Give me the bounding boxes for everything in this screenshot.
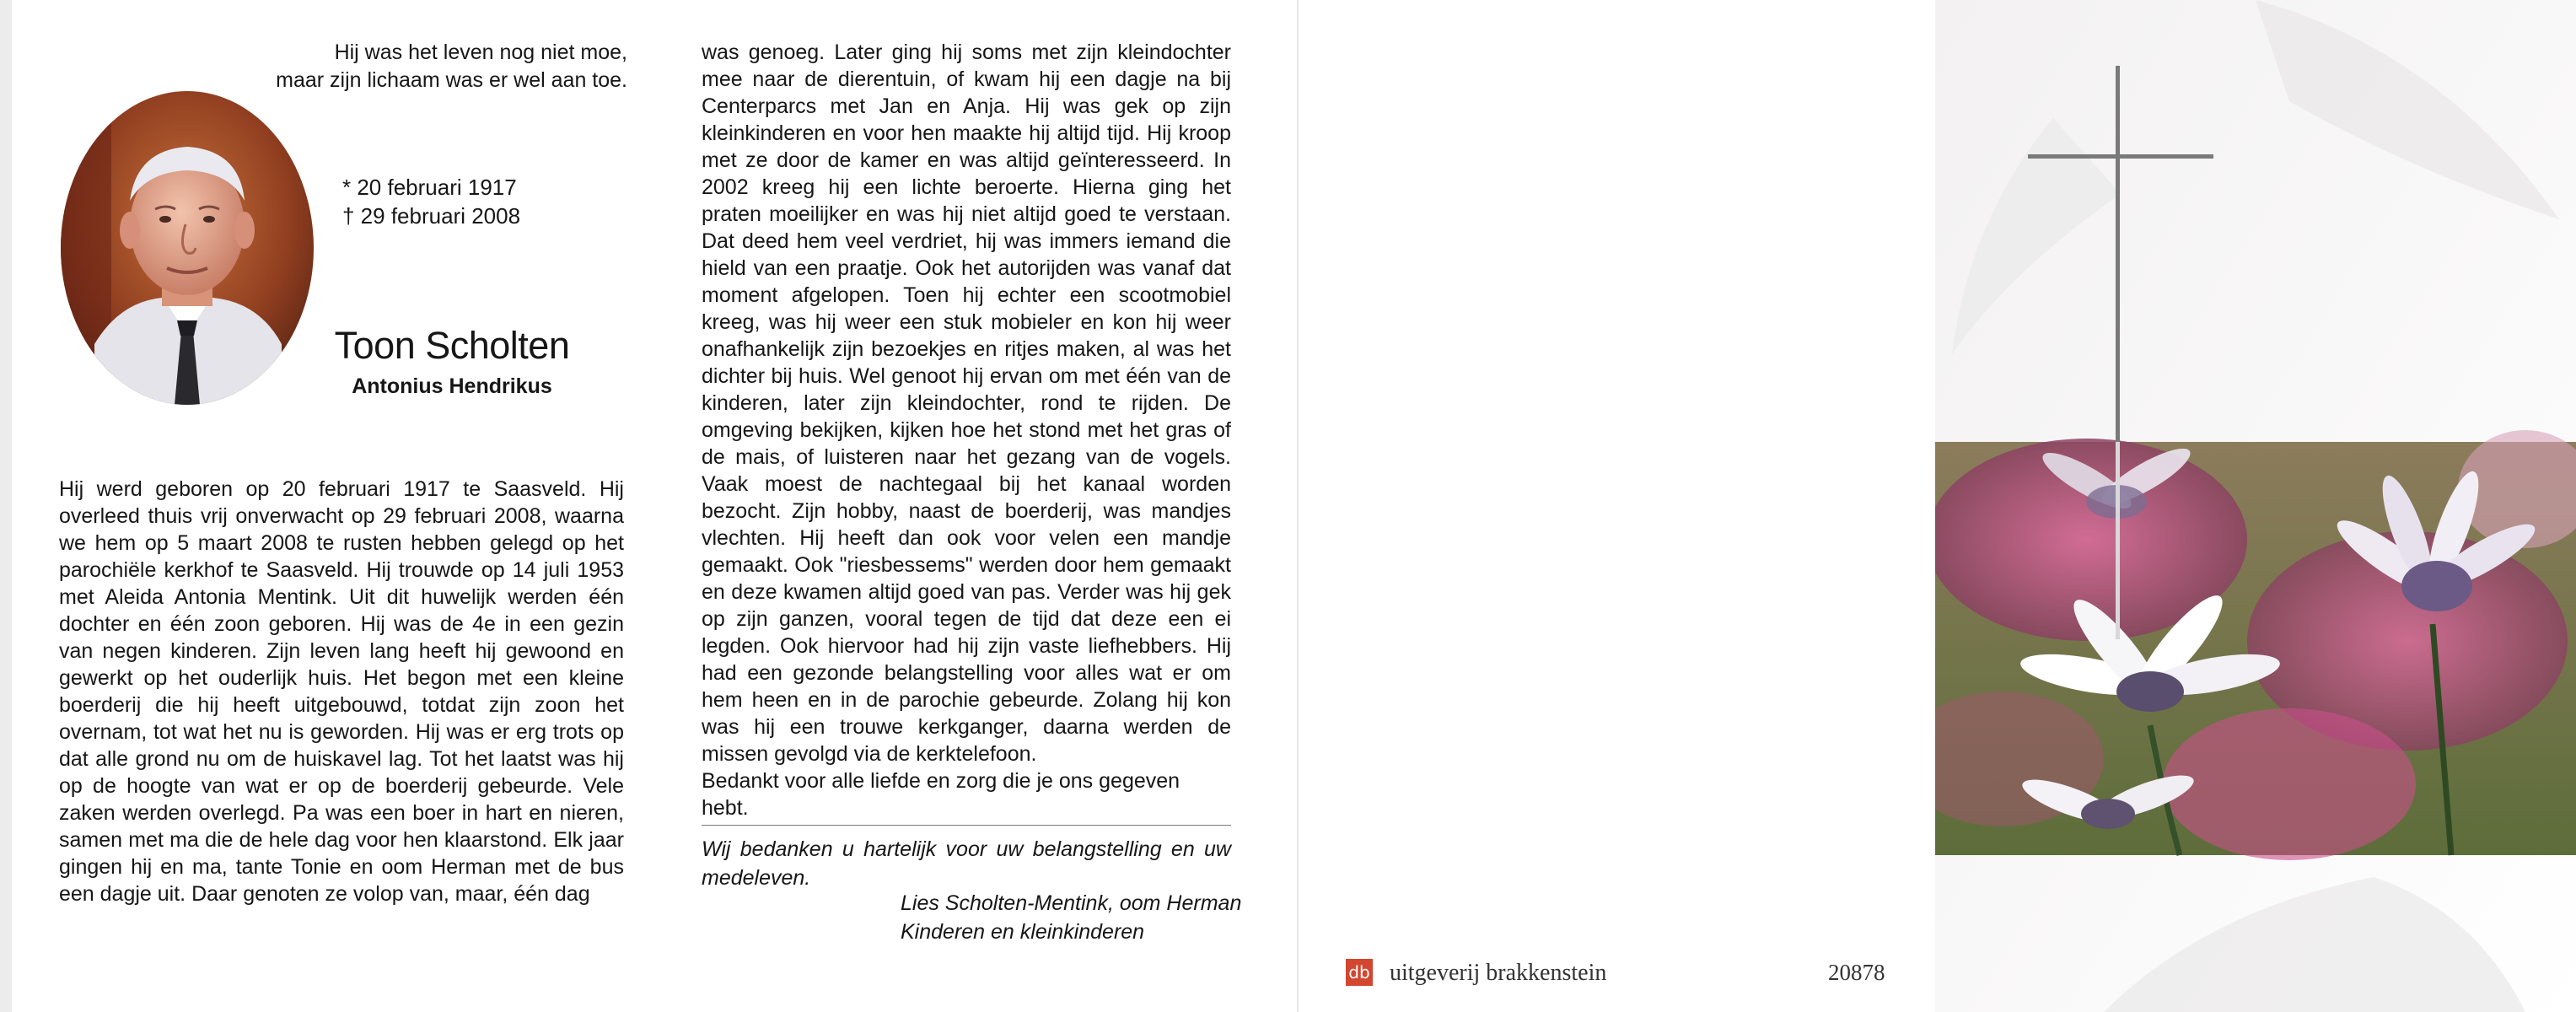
signature-line-1: Lies Scholten-Mentink, oom Herman xyxy=(901,891,1242,915)
closing-thanks: Bedankt voor alle liefde en zorg die je ons gegeven hebt. xyxy=(702,769,1180,820)
card-back-panel xyxy=(1297,0,1935,1012)
card-left-panel xyxy=(0,0,651,1012)
death-date: † 29 februari 2008 xyxy=(342,203,521,229)
portrait-illustration xyxy=(61,91,314,405)
card-code: 20878 xyxy=(1828,960,1885,985)
cover-artwork xyxy=(1935,0,2576,1012)
life-story-part-1: Hij werd geboren op 20 februari 1917 te Saasveld. Hij overleed thuis vrij onverwacht op 29 februari 2008, waarna we hem op 5 maart 2008 te rusten hebben gelegd op het parochiële kerkhof te Saasveld. Hij trouwde op 14 juli 1953 met Aleida Antonia Mentink. Uit dit huwelijk werden één dochter en één zoon geboren. Hij was de 4e in een gezin van negen kinderen. Zijn leven lang heeft hij gewoond en gewerkt op het ouderlijk huis. Het begon met een kleine boerderij die hij heeft uitgebouwd, totdat zijn zoon het overnam, tot wat het nu is geworden. Hij was er erg trots op dat alle grond nu om de huiskavel lag. Tot het laatst was hij op de hoogte van wat er op de boerderij gebeurde. Vele zaken werden overlegd. Pa was een boer in hart en nieren, samen met ma die de hele dag voor hen klaarstond. Elk jaar gingen hij en ma, tante Tonie en oom Herman met de bus een dagje uit. Daar genoten ze volop van, maar, één dag xyxy=(59,477,624,906)
flower-photo xyxy=(1935,430,2576,860)
divider xyxy=(702,825,1231,826)
portrait-photo xyxy=(61,91,314,405)
motto-line-1: Hij was het leven nog niet moe, xyxy=(334,40,627,64)
motto xyxy=(231,39,627,94)
publisher-name: uitgeverij brakkenstein xyxy=(1390,960,1607,986)
motto-line-2: maar zijn lichaam was er wel aan toe. xyxy=(276,68,627,92)
life-story-part-2-block xyxy=(702,39,1231,821)
deceased-full-name: Antonius Hendrikus xyxy=(352,374,552,398)
birth-date: * 20 februari 1917 xyxy=(342,175,517,200)
publisher-logo-icon: db xyxy=(1346,959,1373,986)
deceased-name: Toon Scholten xyxy=(334,324,570,367)
signature-line-2: Kinderen en kleinkinderen xyxy=(901,920,1145,944)
card-front-cover xyxy=(1935,0,2576,1012)
gratitude-note: Wij bedanken u hartelijk voor uw belangstelling en uw medeleven. xyxy=(702,837,1231,890)
life-story-part-2: was genoeg. Later ging hij soms met zijn kleindochter mee naar de dierentuin, of kwam hij een dagje na bij Centerparcs met Jan en Anja. Hij was gek op zijn kleinkinderen en voor hen maakte hij altijd tijd. Hij kroop met ze door de kamer en was altijd geïnteresseerd. In 2002 kreeg hij een lichte beroerte. Hierna ging het praten moeilijker en was hij niet altijd goed te verstaan. Dat deed hem veel verdriet, hij was immers iemand die hield van een praatje. Ook het autorijden was vanaf dat moment afgelopen. Toen hij echter een scootmobiel kreeg, was hij weer een stuk mobieler en kon hij weer onafhankelijk zijn bezoekjes en ritjes maken, al was het dichter bij huis. Wel genoot hij ervan om met één van de kinderen, later zijn kleindochter, rond te rijden. De omgeving bekijken, kijken hoe het stond met het gras of de mais, of luisteren naar het gezang van de vogels. Vaak moest de nachtegaal bij het kanaal worden bezocht. Zijn hobby, naast de boerderij, was mandjes vlechten. Hij heeft dan ook voor velen een mandje gemaakt. Ook "riesbessems" werden door hem gemaakt en deze kwamen altijd goed van pas. Verder was hij gek op zijn ganzen, vooral tegen de tijd dat deze een ei legden. Ook hiervoor had hij zijn vaste liefhebbers. Hij had een gezonde belangstelling voor alles wat er om hem heen en in de parochie gebeurde. Zolang hij kon was hij een trouwe kerkganger, daarna werden de missen gevolgd via de kerktelefoon. xyxy=(702,40,1231,766)
life-dates xyxy=(342,173,520,230)
family-signature xyxy=(901,889,1241,946)
card-right-panel xyxy=(651,0,1297,1012)
